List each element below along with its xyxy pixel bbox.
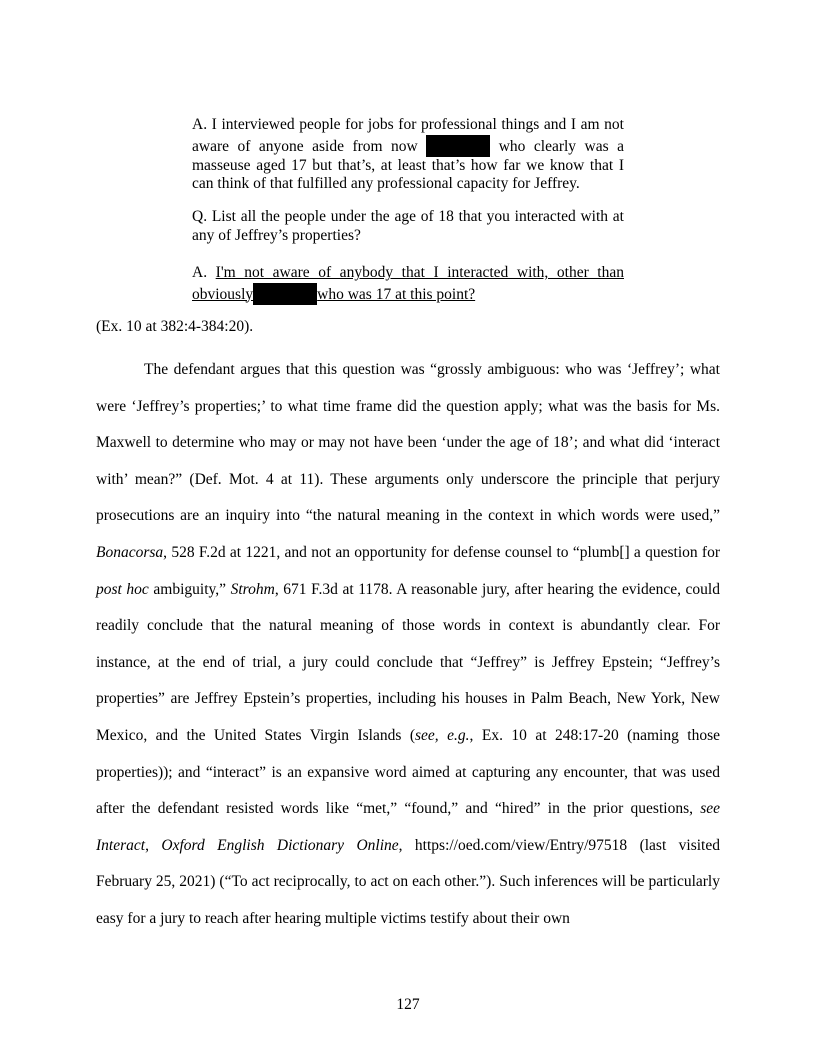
block-quote-answer-2	[192, 264, 624, 305]
body-text: , 528 F.2d at 1221, and not an opportunity for defense counsel to “plumb[] a question for	[163, 543, 720, 561]
page-number: 127	[396, 996, 420, 1013]
quote-text: A.	[192, 264, 216, 281]
underlined-answer: I'm not aware of anybody that I interacted with, other than obviously	[192, 264, 624, 303]
body-text: ambiguity,”	[148, 580, 231, 598]
body-text: ,	[145, 836, 162, 854]
underlined-answer: who was 17 at this point?	[317, 285, 476, 303]
block-quote-answer-1	[192, 116, 624, 194]
redaction-box	[253, 283, 317, 305]
case-name: Bonacorsa	[96, 543, 164, 561]
quote-text: Q. List all the people under the age of 18 that you interacted with at any of Jeffrey’s properties?	[192, 208, 624, 244]
citation: (Ex. 10 at 382:4-384:20).	[96, 318, 254, 335]
body-text: , 671 F.3d at 1178. A reasonable jury, after hearing the evidence, could readily conclude that the natural meaning of those words in context is abundantly clear. For instance, at the end of trial, a jury could conclude that “Jeffrey” is Jeffrey Epstein; “Jeffrey’s properties” are Jeffrey Epstein’s properties, including his houses in Palm Beach, New York, New Mexico, and the United States Virgin Islands (	[96, 580, 720, 744]
quote-text: who clearly was a masseuse aged 17 but that’s, at least that’s how far we know that I can think of that fulfilled any professional capacity for Jeffrey.	[192, 137, 625, 192]
dictionary-entry: Interact	[96, 836, 146, 854]
body-text: The defendant argues that this question was “grossly ambiguous: who was ‘Jeffrey’; what were ‘Jeffrey’s properties;’ to what time frame did the question apply; what was the basis for Ms. Maxwell to determine who may or may not have been ‘under the age of 18’; and what did ‘interact with’ mean?” (Def. Mot. 4 at 11). These arguments only underscore the principle that perjury prosecutions are an inquiry into “the natural meaning in the context in which words were used,”	[96, 361, 720, 525]
body-text: , https://oed.com/view/Entry/97518 (last visited February 25, 2021) (“To act reciprocally, to act on each other.”). Such inferences will be particularly easy for a jury to reach after hearing multiple victims testify about their own	[96, 836, 720, 927]
signal: see, e.g.	[415, 726, 470, 744]
signal: see	[700, 800, 720, 818]
source-title: Oxford English Dictionary Online	[161, 836, 399, 854]
case-name: Strohm	[230, 580, 275, 598]
quote-text: A. I interviewed people for jobs for professional things and I am not aware of anyone aside from now	[192, 116, 624, 155]
block-quote-question-2	[192, 208, 624, 245]
body-paragraph	[96, 352, 720, 938]
latin-term: post hoc	[96, 580, 149, 598]
redaction-box	[426, 135, 490, 157]
body-text: , Ex. 10 at 248:17-20 (naming those properties)); and “interact” is an expansive word aimed at capturing any encounter, that was used after the defendant resisted words like “met,” “found,” and “hired” in the prior questions,	[96, 726, 720, 818]
